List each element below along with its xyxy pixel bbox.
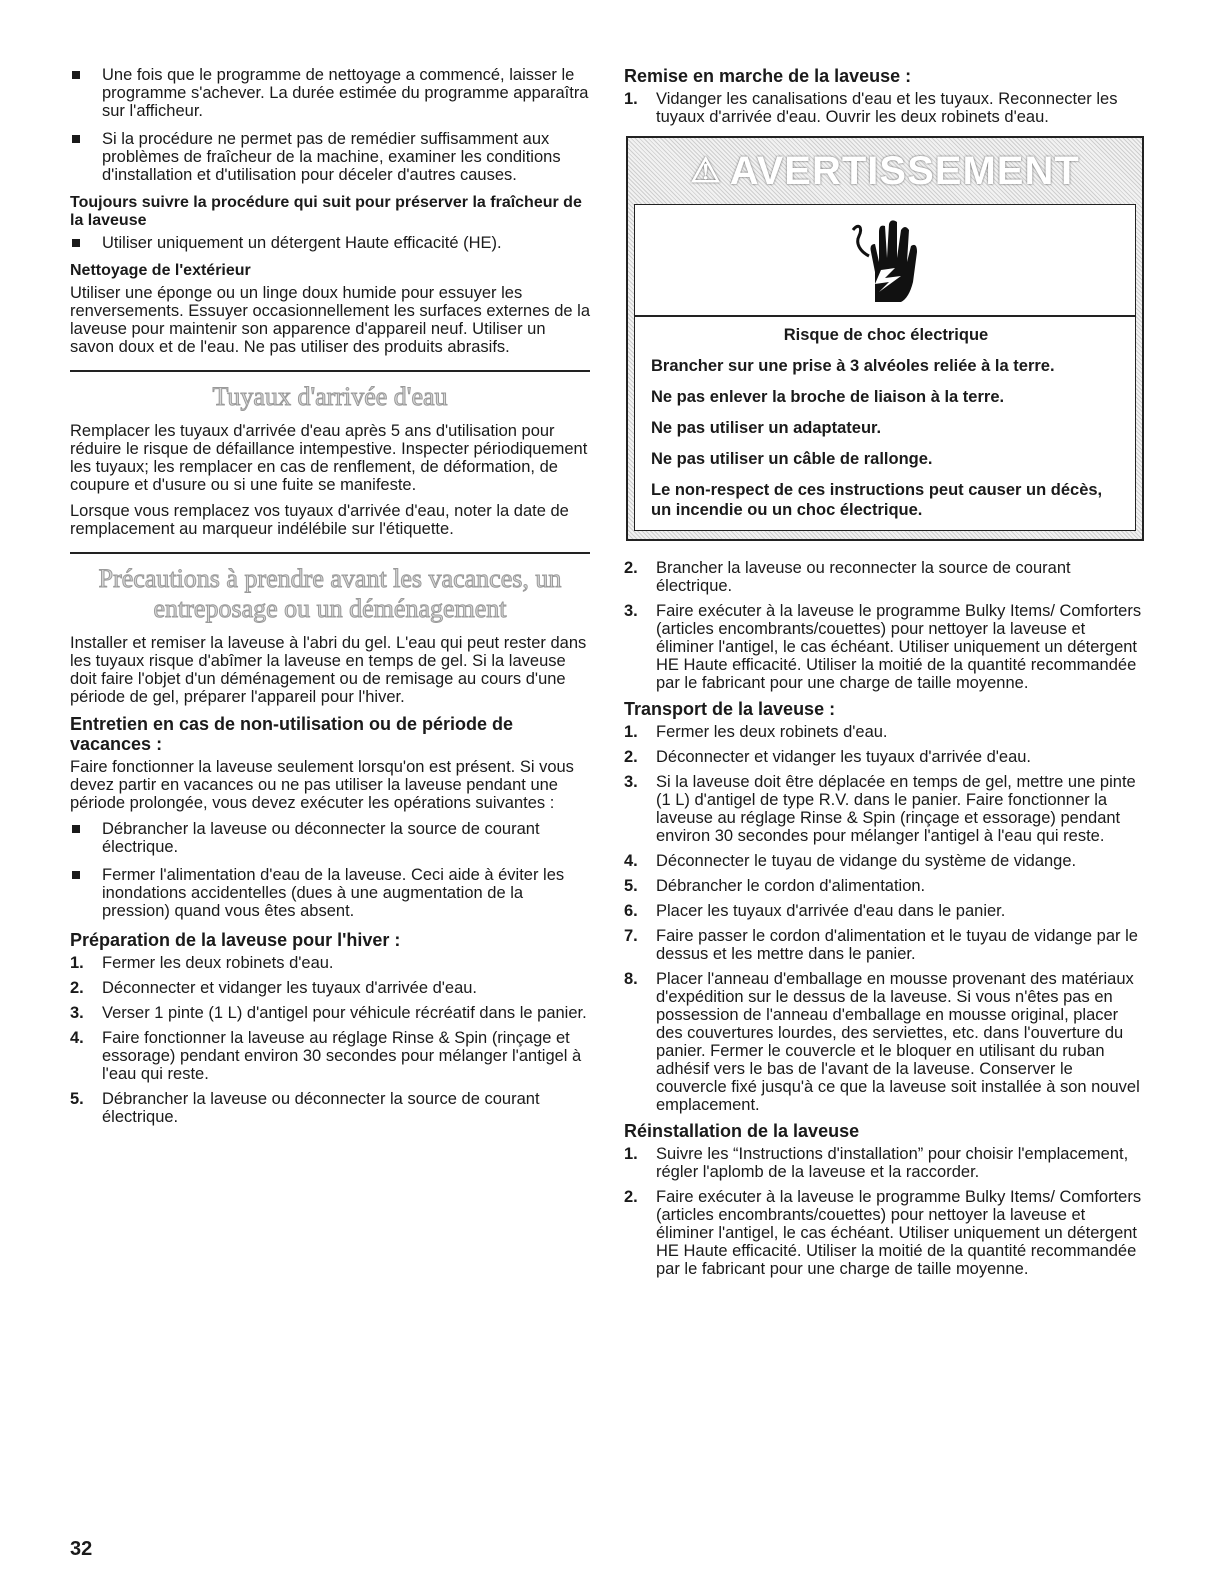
warning-line: Ne pas utiliser un adaptateur. xyxy=(651,419,882,437)
electric-shock-hand-icon xyxy=(845,212,925,308)
warning-title xyxy=(628,138,1142,204)
list-item: Fermer l'alimentation d'eau de la laveuse. Ceci aide à éviter les inondations accidentelles (dues à une augmentation de la pression) quand vous êtes absent. xyxy=(70,866,590,920)
step-number: 1. xyxy=(624,1145,638,1163)
step-number: 8. xyxy=(624,970,638,988)
step-text: Faire exécuter à la laveuse le programme Bulky Items/ Comforters (articles encombrants/couettes) pour nettoyer la laveuse et éliminer l'antigel, le cas échéant. Utiliser uniquement un détergent HE Haute efficacité. Utiliser la moitié de la quantité recommandée par le fabricant pour une charge de taille moyenne. xyxy=(656,1188,1142,1278)
step-number: 3. xyxy=(70,1004,84,1022)
left-column xyxy=(70,66,590,1133)
divider xyxy=(70,370,590,372)
list-item: Une fois que le programme de nettoyage a commencé, laisser le programme s'achever. La durée estimée du programme apparaîtra sur l'afficheur. xyxy=(70,66,590,120)
warning-line: Ne pas enlever la broche de liaison à la terre. xyxy=(651,388,1005,406)
list-item xyxy=(624,1188,1144,1278)
winter-heading: Préparation de la laveuse pour l'hiver : xyxy=(70,930,401,950)
list-item xyxy=(624,748,1144,766)
list-item: Débrancher la laveuse ou déconnecter la source de courant électrique. xyxy=(70,820,590,856)
step-text: Débrancher le cordon d'alimentation. xyxy=(656,877,926,895)
divider xyxy=(70,552,590,554)
step-text: Faire fonctionner la laveuse au réglage Rinse & Spin (rinçage et essorage) pendant environ 30 secondes pour mélanger l'antigel à l'eau qui reste. xyxy=(102,1029,582,1083)
exterior-text: Utiliser une éponge ou un linge doux humide pour essuyer les renversements. Essuyer occasionnellement les surfaces externes de la laveuse pour maintenir son apparence d'appareil neuf. Utiliser un savon doux et de l'eau. Ne pas utiliser des produits abrasifs. xyxy=(70,284,590,356)
list-item xyxy=(624,902,1144,920)
step-number: 6. xyxy=(624,902,638,920)
warning-risk: Risque de choc électrique xyxy=(783,326,989,344)
list-item xyxy=(624,723,1144,741)
hoses-title: Tuyaux d'arrivée d'eau xyxy=(212,382,448,411)
step-number: 3. xyxy=(624,773,638,791)
step-text: Verser 1 pinte (1 L) d'antigel pour véhicule récréatif dans le panier. xyxy=(102,1004,587,1022)
step-number: 4. xyxy=(624,852,638,870)
list-item xyxy=(70,979,590,997)
page-number: 32 xyxy=(70,1538,93,1560)
step-text: Brancher la laveuse ou reconnecter la source de courant électrique. xyxy=(656,559,1071,595)
hoses-paragraph-2: Lorsque vous remplacez vos tuyaux d'arrivée d'eau, noter la date de remplacement au marqueur indélébile sur l'étiquette. xyxy=(70,502,569,538)
warning-line: Brancher sur une prise à 3 alvéoles reliée à la terre. xyxy=(651,357,1055,375)
list-item xyxy=(70,1004,590,1022)
exterior-heading: Nettoyage de l'extérieur xyxy=(70,262,251,279)
list-item xyxy=(624,927,1144,963)
reinstall-heading: Réinstallation de la laveuse xyxy=(624,1121,860,1141)
step-number: 2. xyxy=(70,979,84,997)
list-item xyxy=(70,1090,590,1126)
precautions-paragraph: Installer et remiser la laveuse à l'abri du gel. L'eau qui peut rester dans les tuyaux risque d'abîmer la laveuse en temps de gel. Si la laveuse doit faire l'objet d'un déménagement ou de remisage au cours d'une période de gel, préparer l'appareil pour l'hiver. xyxy=(70,634,587,706)
transport-heading: Transport de la laveuse : xyxy=(624,699,836,719)
step-text: Si la laveuse doit être déplacée en temps de gel, mettre une pinte (1 L) d'antigel de type R.V. dans le panier. Faire fonctionner la laveuse au réglage Rinse & Spin (rinçage et essorage) pendant environ 30 secondes pour mélanger l'antigel à l'eau qui reste. xyxy=(656,773,1136,845)
right-column xyxy=(624,66,1144,1285)
list-item xyxy=(624,559,1144,595)
list-item xyxy=(624,602,1144,692)
list-item xyxy=(624,852,1144,870)
vacation-paragraph: Faire fonctionner la laveuse seulement lorsqu'on est présent. Si vous devez partir en vacances ou ne pas utiliser la laveuse pendant une période prolongée, vous devez exécuter les opérations suivantes : xyxy=(70,758,574,812)
step-number: 1. xyxy=(70,954,84,972)
warning-line: Le non-respect de ces instructions peut causer un décès, un incendie ou un choc électrique. xyxy=(651,481,1103,519)
step-number: 3. xyxy=(624,602,638,620)
warning-line: Ne pas utiliser un câble de rallonge. xyxy=(651,450,933,468)
step-text: Placer les tuyaux d'arrivée d'eau dans le panier. xyxy=(656,902,1006,920)
warning-box xyxy=(626,136,1144,541)
list-item xyxy=(624,970,1144,1114)
list-item xyxy=(624,1145,1144,1181)
step-text: Déconnecter le tuyau de vidange du système de vidange. xyxy=(656,852,1077,870)
step-text: Faire exécuter à la laveuse le programme Bulky Items/ Comforters (articles encombrants/couettes) pour nettoyer la laveuse et éliminer l'antigel, le cas échéant. Utiliser uniquement un détergent HE Haute efficacité. Utiliser la moitié de la quantité recommandée par le fabricant pour une charge de taille moyenne. xyxy=(656,602,1142,692)
step-number: 2. xyxy=(624,1188,638,1206)
step-number: 1. xyxy=(624,723,638,741)
list-item xyxy=(70,1029,590,1083)
warning-icon-panel xyxy=(634,204,1136,316)
list-item: Si la procédure ne permet pas de remédier suffisamment aux problèmes de fraîcheur de la machine, examiner les conditions d'installation et d'utilisation pour déceler d'autres causes. xyxy=(70,130,590,184)
step-number: 2. xyxy=(624,748,638,766)
always-heading: Toujours suivre la procédure qui suit pour préserver la fraîcheur de la laveuse xyxy=(70,194,582,229)
list-item xyxy=(624,90,1144,126)
list-item xyxy=(624,773,1144,845)
warning-title-text: AVERTISSEMENT xyxy=(729,149,1080,193)
warning-triangle-icon: ⚠ xyxy=(690,152,722,190)
list-item xyxy=(70,954,590,972)
step-text: Placer l'anneau d'emballage en mousse provenant des matériaux d'expédition sur le dessus de la laveuse. Si vous n'êtes pas en possession de l'anneau d'emballage en mousse original, placer des couvertures lourdes, des serviettes, etc. dans l'ouverture du panier. Fermer le couvercle et le bloquer en utilisant du ruban adhésif vers le bas de l'avant de la laveuse. Conserver le couvercle fixé jusqu'à ce que la laveuse soit installée à son nouvel emplacement. xyxy=(656,970,1140,1114)
list-item: Utiliser uniquement un détergent Haute efficacité (HE). xyxy=(70,234,590,252)
step-text: Fermer les deux robinets d'eau. xyxy=(102,954,334,972)
step-number: 7. xyxy=(624,927,638,945)
step-text: Faire passer le cordon d'alimentation et le tuyau de vidange par le dessus et les mettre dans le panier. xyxy=(656,927,1138,963)
step-text: Vidanger les canalisations d'eau et les tuyaux. Reconnecter les tuyaux d'arrivée d'eau. Ouvrir les deux robinets d'eau. xyxy=(656,90,1118,126)
hoses-paragraph-1: Remplacer les tuyaux d'arrivée d'eau après 5 ans d'utilisation pour réduire le risque de défaillance intempestive. Inspecter périodiquement les tuyaux; les remplacer en cas de renflement, de déformation, de coupure et d'usure ou si une fuite se manifeste. xyxy=(70,422,588,494)
step-text: Débrancher la laveuse ou déconnecter la source de courant électrique. xyxy=(102,1090,540,1126)
warning-body xyxy=(634,316,1136,531)
step-number: 5. xyxy=(624,877,638,895)
step-number: 2. xyxy=(624,559,638,577)
step-text: Déconnecter et vidanger les tuyaux d'arrivée d'eau. xyxy=(102,979,478,997)
step-text: Déconnecter et vidanger les tuyaux d'arrivée d'eau. xyxy=(656,748,1032,766)
step-number: 5. xyxy=(70,1090,84,1108)
list-item xyxy=(624,877,1144,895)
precautions-title: Précautions à prendre avant les vacances, un entreposage ou un déménagement xyxy=(98,564,562,623)
step-number: 1. xyxy=(624,90,638,108)
step-number: 4. xyxy=(70,1029,84,1047)
step-text: Fermer les deux robinets d'eau. xyxy=(656,723,888,741)
restart-heading: Remise en marche de la laveuse : xyxy=(624,66,912,86)
step-text: Suivre les “Instructions d'installation” pour choisir l'emplacement, régler l'aplomb de la laveuse et la raccorder. xyxy=(656,1145,1129,1181)
vacation-heading: Entretien en cas de non-utilisation ou de période de vacances : xyxy=(70,714,514,754)
